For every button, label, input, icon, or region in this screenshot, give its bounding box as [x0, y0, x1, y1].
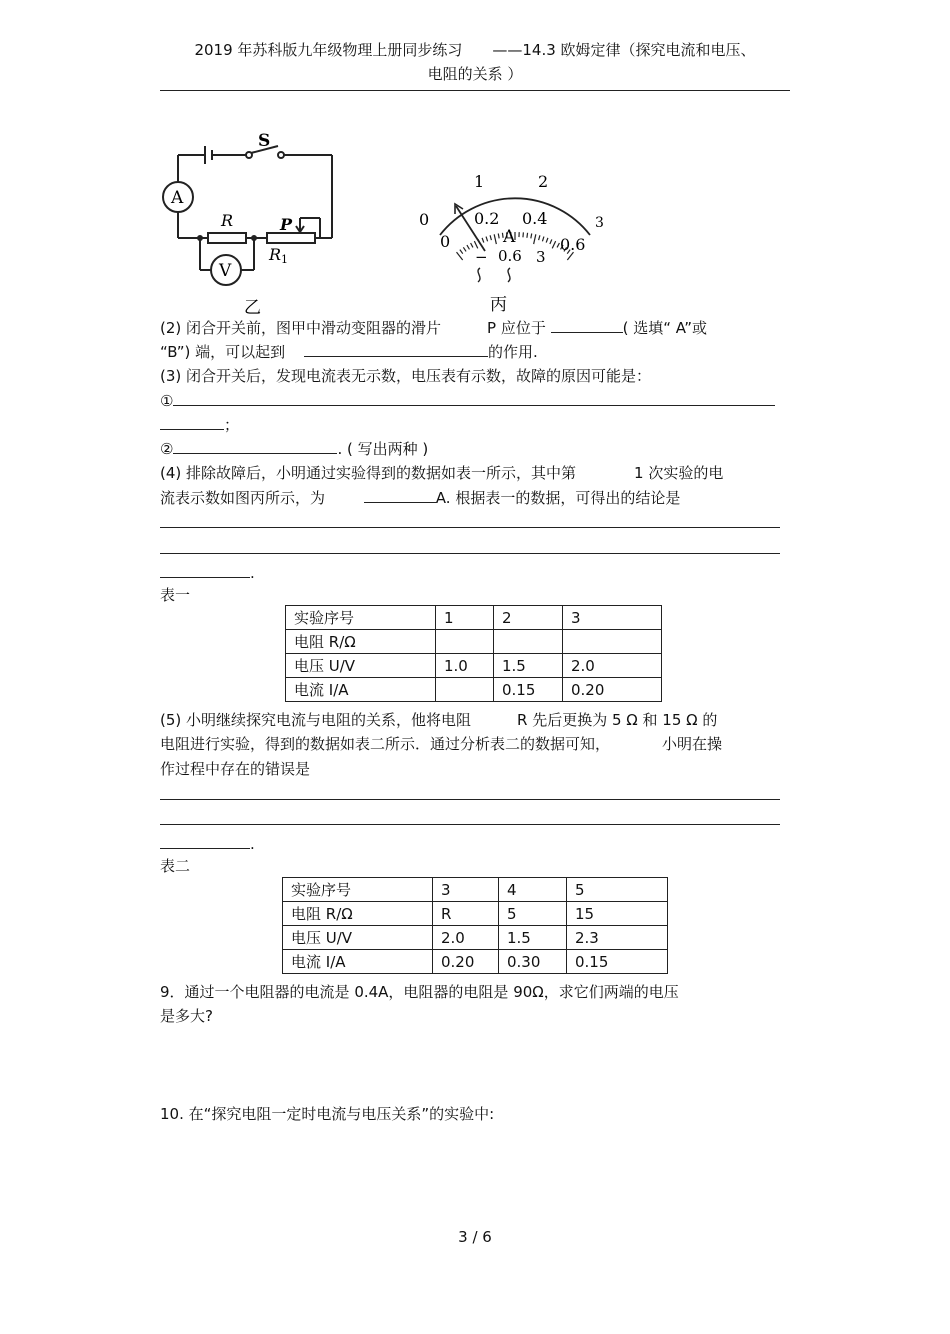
- q5-line-1: (5) 小明继续探究电流与电阻的关系，他将电阻 R 先后更换为 5 Ω 和 15 Ω 的: [160, 711, 718, 729]
- meter-tick: [527, 233, 528, 238]
- table1-cell: 电流 I/A: [286, 678, 436, 702]
- table2-cell: 电流 I/A: [283, 950, 433, 974]
- table2-cell: 2.3: [567, 926, 668, 950]
- meter-tick: [486, 237, 488, 242]
- q3-item-2: ② . ( 写出两种 ): [160, 437, 428, 460]
- meter-tick: [531, 233, 532, 238]
- q4-answer-line-2[interactable]: [160, 553, 780, 554]
- bottom-scale-3: 0.6: [560, 235, 586, 254]
- bottom-scale-2: 0.4: [522, 209, 548, 228]
- table-2: [282, 877, 668, 974]
- table2-row: [283, 902, 668, 926]
- meter-tick: [494, 234, 496, 244]
- q3-blank-2[interactable]: [173, 437, 337, 454]
- top-scale-2: 2: [538, 172, 549, 191]
- table2-cell: 5: [567, 878, 668, 902]
- q3-line-1: (3) 闭合开关后，发现电流表无示数，电压表有示数，故障的原因可能是：: [160, 367, 652, 385]
- q5-answer-line-2[interactable]: [160, 824, 780, 825]
- circuit-caption: 乙: [244, 298, 261, 318]
- meter-tick: [539, 235, 540, 240]
- page-number: 3 / 6: [458, 1228, 492, 1246]
- q4-answer-end: .: [160, 561, 255, 584]
- table2-cell: 2.0: [433, 926, 499, 950]
- q2-blank-role[interactable]: [304, 340, 488, 357]
- q4-answer-line-1[interactable]: [160, 527, 780, 528]
- q4-blank-end[interactable]: [160, 561, 250, 578]
- header-line-2: 电阻的关系 ）: [427, 65, 523, 83]
- table1-cell[interactable]: [563, 630, 662, 654]
- q4-line-2: 流表示数如图丙所示，为 A. 根据表一的数据，可得出的结论是: [160, 486, 680, 509]
- table2-cell: 实验序号: [283, 878, 433, 902]
- switch-label: S: [258, 131, 271, 151]
- top-scale-1: 1: [474, 172, 485, 191]
- bottom-scale-1: 0.2: [474, 209, 500, 228]
- table1-cell: 1: [436, 606, 494, 630]
- meter-unit: A: [503, 227, 516, 247]
- table1-row: [286, 630, 662, 654]
- table1-label: 表一: [160, 586, 191, 604]
- table2-cell: 1.5: [499, 926, 567, 950]
- terminal-negative: −: [475, 248, 488, 266]
- q2-blank-position[interactable]: [551, 316, 623, 333]
- table1-cell[interactable]: [494, 630, 563, 654]
- header-rule: [160, 90, 790, 91]
- meter-caption: 丙: [490, 295, 507, 315]
- q4-line-1: (4) 排除故障后，小明通过实验得到的数据如表一所示，其中第 1 次实验的电: [160, 464, 724, 482]
- table1-cell: 电阻 R/Ω: [286, 630, 436, 654]
- meter-tick: [498, 233, 499, 238]
- table2-cell: 电阻 R/Ω: [283, 902, 433, 926]
- table2-cell: 5: [499, 902, 567, 926]
- table1-cell: 2.0: [563, 654, 662, 678]
- voltmeter-label: V: [219, 261, 232, 281]
- top-scale-0: 0: [419, 210, 430, 229]
- table1-cell: 2: [494, 606, 563, 630]
- table2-cell: R: [433, 902, 499, 926]
- meter-tick: [542, 237, 544, 242]
- table1-cell: 1.5: [494, 654, 563, 678]
- q5-answer-line-1[interactable]: [160, 799, 780, 800]
- meter-tick: [490, 235, 491, 240]
- table1-cell: 电压 U/V: [286, 654, 436, 678]
- table1-row: [286, 606, 662, 630]
- bottom-scale-0: 0: [440, 232, 451, 251]
- q3-blank-1b[interactable]: [160, 413, 224, 430]
- meter-tick: [460, 250, 463, 254]
- table2-cell: 0.30: [499, 950, 567, 974]
- resistor-label: R: [221, 211, 234, 230]
- meter-tick: [546, 238, 548, 243]
- q2-line-1: (2) 闭合开关前，图甲中滑动变阻器的滑片 P 应位于 ( 选填“ A”或: [160, 316, 707, 339]
- table1-row: [286, 654, 662, 678]
- q2-line-2: “B”) 端，可以起到 的作用.: [160, 340, 538, 363]
- ammeter-dial-diagram: [410, 165, 610, 315]
- q5-line-3: 作过程中存在的错误是: [160, 760, 311, 778]
- table-1: [285, 605, 662, 702]
- table2-cell: 0.20: [433, 950, 499, 974]
- table1-cell[interactable]: [436, 678, 494, 702]
- table1-cell: 0.20: [563, 678, 662, 702]
- terminal-0-6: 0.6: [498, 247, 522, 265]
- ammeter-label: A: [171, 188, 184, 208]
- table1-cell: 0.15: [494, 678, 563, 702]
- meter-tick: [550, 239, 552, 244]
- q5-line-2: 电阻进行实验，得到的数据如表二所示．通过分析表二的数据可知， 小明在操: [160, 735, 723, 753]
- table2-row: [283, 950, 668, 974]
- table2-row: [283, 878, 668, 902]
- table1-cell: 3: [563, 606, 662, 630]
- table1-cell: 实验序号: [286, 606, 436, 630]
- meter-tick: [482, 238, 484, 243]
- slider-label: P: [280, 215, 293, 234]
- circuit-diagram: [150, 120, 350, 320]
- table2-cell: 3: [433, 878, 499, 902]
- table2-row: [283, 926, 668, 950]
- header-line-1: 2019 年苏科版九年级物理上册同步练习 ——14.3 欧姆定律（探究电流和电压、: [194, 41, 756, 59]
- meter-tick: [552, 241, 555, 248]
- meter-tick: [467, 245, 470, 249]
- table1-cell[interactable]: [436, 630, 494, 654]
- q4-blank-reading[interactable]: [364, 486, 436, 503]
- q3-item-1: ①: [160, 389, 775, 412]
- meter-tick: [471, 243, 473, 247]
- page-header: [160, 38, 790, 86]
- q3-blank-1a[interactable]: [173, 389, 775, 406]
- table2-cell: 15: [567, 902, 668, 926]
- table1-row: [286, 678, 662, 702]
- terminal-3: 3: [536, 248, 546, 266]
- table2-cell: 电压 U/V: [283, 926, 433, 950]
- table2-cell: 0.15: [567, 950, 668, 974]
- q10-line-1: 10. 在“探究电阻一定时电流与电压关系”的实验中:: [160, 1105, 495, 1123]
- q5-blank-end[interactable]: [160, 832, 250, 849]
- table2-cell: 4: [499, 878, 567, 902]
- top-scale-3: 3: [595, 215, 604, 231]
- q5-answer-end: .: [160, 832, 255, 855]
- rheostat-label: R1: [269, 245, 289, 266]
- q3-item-1-cont: ；: [160, 413, 239, 436]
- meter-tick: [457, 252, 463, 260]
- meter-tick: [534, 234, 536, 244]
- q9-line-1: 9．通过一个电阻器的电流是 0.4A，电阻器的电阻是 90Ω，求它们两端的电压: [160, 983, 679, 1001]
- q9-line-2: 是多大?: [160, 1007, 213, 1025]
- table2-label: 表二: [160, 857, 191, 875]
- table1-cell: 1.0: [436, 654, 494, 678]
- meter-tick: [463, 247, 466, 251]
